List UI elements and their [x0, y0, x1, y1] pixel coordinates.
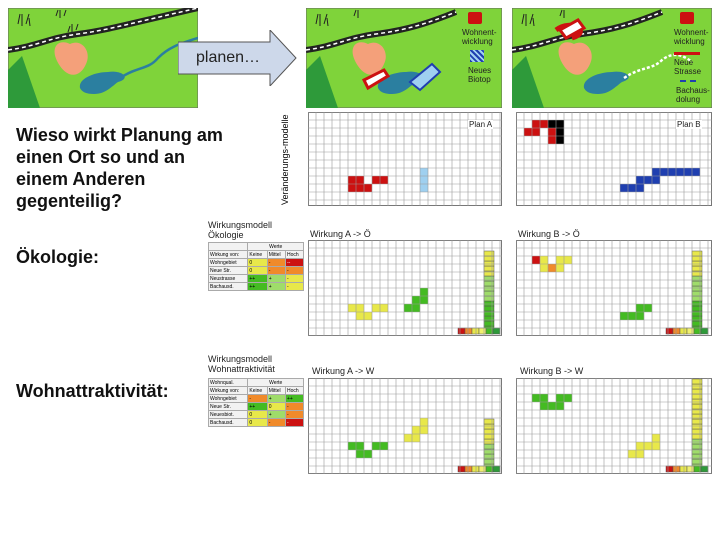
- scale-cell: [484, 321, 494, 326]
- scale-cell: [484, 306, 494, 311]
- scale-cell: [692, 281, 702, 286]
- legend-text: Bachaus-: [676, 86, 710, 95]
- grid-cell: [548, 402, 556, 410]
- grid-cell: [564, 394, 572, 402]
- grid-cell: [636, 304, 644, 312]
- grid-cell: [348, 176, 356, 184]
- scale-cell: [692, 306, 702, 311]
- grid-cell: [556, 402, 564, 410]
- scale-cell: [472, 466, 479, 472]
- grid-cell: [348, 442, 356, 450]
- grid-cell: [364, 312, 372, 320]
- table-cell: Bachausd.: [209, 419, 248, 427]
- scale-cell: [692, 419, 702, 424]
- table-cell: +: [267, 275, 285, 283]
- table-cell: Wirkung von:: [209, 251, 248, 259]
- grid-cell: [532, 120, 540, 128]
- scale-cell: [687, 466, 694, 472]
- landscape-map-current: [8, 8, 198, 108]
- scale-cell: [692, 379, 702, 384]
- grid-cell: [548, 136, 556, 144]
- table-cell: -: [286, 275, 304, 283]
- table-cell: Neuesbiot.: [209, 411, 248, 419]
- scale-cell: [673, 466, 680, 472]
- table-cell: Mittel: [267, 387, 285, 395]
- scale-cell: [484, 251, 494, 256]
- scale-cell: [687, 328, 694, 334]
- grid-cell: [556, 136, 564, 144]
- scale-cell: [666, 466, 673, 472]
- table-cell: Bachausd.: [209, 283, 248, 291]
- scale-cell: [680, 328, 687, 334]
- scale-cell: [484, 439, 494, 444]
- table-cell: -: [286, 419, 304, 427]
- table-cell: 0: [248, 411, 267, 419]
- grid-cell: [676, 168, 684, 176]
- table-cell: 0: [248, 259, 267, 267]
- grid-cell: [556, 394, 564, 402]
- scale-cell: [692, 321, 702, 326]
- grid-cell: [420, 288, 428, 296]
- grid-cell: [524, 128, 532, 136]
- scale-cell: [692, 384, 702, 389]
- grid-cell: [668, 168, 676, 176]
- grid-cell: [652, 442, 660, 450]
- grid-cell: [556, 256, 564, 264]
- question-line: gegenteilig?: [16, 191, 123, 211]
- model-oekologie-table: [208, 242, 304, 291]
- legend-text: wicklung: [674, 37, 705, 46]
- grid-cell: [636, 312, 644, 320]
- grid-cell: [692, 168, 700, 176]
- table-cell: Keine: [248, 387, 267, 395]
- legend-settlement-swatch-a: [468, 12, 482, 24]
- grid-cell: [540, 264, 548, 272]
- label-wirkung-b-oe: Wirkung B -> Ö: [518, 229, 580, 239]
- legend-text: Wohnent-: [462, 28, 497, 37]
- table-cell: -: [286, 403, 304, 411]
- model-title-line: Ökologie: [208, 230, 244, 240]
- grid-cell: [420, 168, 428, 176]
- question-line: Wieso wirkt Planung am: [16, 125, 223, 145]
- map-background: [8, 8, 198, 108]
- scale-cell: [484, 291, 494, 296]
- table-cell: Wohnqual.: [209, 379, 248, 387]
- label-wirkung-a-oe: Wirkung A -> Ö: [310, 229, 371, 239]
- grid-cell: [556, 264, 564, 272]
- scale-cell: [493, 328, 500, 334]
- table-cell: -: [267, 267, 285, 275]
- section-wohnattraktivitaet: Wohnattraktivität:: [16, 381, 169, 401]
- label-wirkung-b-w: Wirkung B -> W: [520, 366, 584, 376]
- grid-cell: [380, 442, 388, 450]
- grid-cell: [420, 418, 428, 426]
- grid-wirkung-b-oekologie: [516, 240, 712, 336]
- question-line: einen Ort so und an: [16, 147, 186, 167]
- grid-cell: [540, 256, 548, 264]
- scale-cell: [692, 459, 702, 464]
- legend-stream-b: [676, 86, 710, 104]
- scale-cell: [701, 328, 708, 334]
- legend-text: Strasse: [674, 67, 702, 76]
- grid-cell: [684, 168, 692, 176]
- table-cell: Wohngebiet: [209, 395, 248, 403]
- grid-cell: [420, 176, 428, 184]
- model-wohnattraktivitaet-table: [208, 378, 304, 427]
- table-cell: Hoch: [286, 251, 304, 259]
- grid-cell: [644, 304, 652, 312]
- grid-cell: [636, 176, 644, 184]
- table-cell: +: [267, 411, 285, 419]
- scale-cell: [484, 281, 494, 286]
- model-title-line: Wirkungsmodell: [208, 220, 273, 230]
- table-cell: Keine: [248, 251, 267, 259]
- grid-cell: [548, 128, 556, 136]
- scale-cell: [484, 301, 494, 306]
- scale-cell: [673, 328, 680, 334]
- grid-cell: [364, 450, 372, 458]
- grid-cell: [412, 434, 420, 442]
- table-cell: Neustrasse: [209, 275, 248, 283]
- grid-cell: [644, 176, 652, 184]
- table-cell: ++: [248, 275, 267, 283]
- grid-cell: [372, 304, 380, 312]
- grid-cell: [620, 184, 628, 192]
- grid-cell: [412, 426, 420, 434]
- grid-wirkung-b-wohnattraktivitaet: [516, 378, 712, 474]
- grid-cell: [652, 176, 660, 184]
- scale-cell: [458, 328, 465, 334]
- grid-cell: [628, 450, 636, 458]
- legend-settlement-swatch-b: [680, 12, 694, 24]
- scale-cell: [692, 301, 702, 306]
- grid-cell: [532, 394, 540, 402]
- grid-cell: [356, 442, 364, 450]
- grid-cell: [372, 176, 380, 184]
- table-cell: --: [286, 259, 304, 267]
- veraenderungsmodelle-label: Veränderungs-modelle: [280, 114, 290, 206]
- section-oekologie: Ökologie:: [16, 247, 100, 267]
- grid-cell: [548, 120, 556, 128]
- scale-cell: [493, 466, 500, 472]
- scale-cell: [484, 286, 494, 291]
- scale-cell: [692, 424, 702, 429]
- table-cell: 0: [248, 419, 267, 427]
- model-wohnattraktivitaet-title: [208, 354, 275, 374]
- label-plan-a: Plan A: [469, 120, 493, 129]
- legend-biotop-swatch-a: [470, 50, 484, 62]
- grid-cell: [348, 304, 356, 312]
- grid-cell: [636, 450, 644, 458]
- grid-cell: [652, 434, 660, 442]
- legend-text: dolung: [676, 95, 701, 104]
- grid-cell: [420, 426, 428, 434]
- scale-cell: [692, 296, 702, 301]
- legend-text: Biotop: [468, 75, 491, 84]
- scale-cell: [692, 261, 702, 266]
- label-plan-b: Plan B: [677, 120, 701, 129]
- scale-cell: [472, 328, 479, 334]
- scale-cell: [479, 466, 486, 472]
- grid-cell: [636, 442, 644, 450]
- table-cell: ++: [248, 403, 267, 411]
- grid-cell: [564, 256, 572, 264]
- table-cell: -: [267, 259, 285, 267]
- table-cell: -: [248, 395, 267, 403]
- scale-cell: [465, 328, 472, 334]
- scale-cell: [479, 328, 486, 334]
- grid-cell: [412, 296, 420, 304]
- legend-settlement-b: [674, 28, 709, 46]
- grid-cell: [556, 120, 564, 128]
- grid-cell: [636, 184, 644, 192]
- scale-cell: [692, 394, 702, 399]
- table-cell: [209, 243, 248, 251]
- table-cell: Neue Str.: [209, 403, 248, 411]
- grid-cell: [420, 296, 428, 304]
- table-cell: Hoch: [286, 387, 304, 395]
- scale-cell: [692, 256, 702, 261]
- model-title-line: Wirkungsmodell: [208, 354, 273, 364]
- table-cell: Neue Str.: [209, 267, 248, 275]
- scale-cell: [484, 296, 494, 301]
- grid-cell: [372, 442, 380, 450]
- scale-cell: [692, 434, 702, 439]
- table-cell: 0: [248, 267, 267, 275]
- grid-wirkung-a-wohnattraktivitaet: [308, 378, 502, 474]
- legend-text: Neue: [674, 58, 694, 67]
- scale-cell: [692, 429, 702, 434]
- grid-cell: [540, 394, 548, 402]
- grid-cell: [540, 120, 548, 128]
- table-cell: 0: [267, 403, 285, 411]
- table-cell: ++: [286, 395, 304, 403]
- table-cell: Werte: [248, 243, 304, 251]
- table-cell: +: [267, 283, 285, 291]
- scale-cell: [692, 444, 702, 449]
- grid-cell: [356, 450, 364, 458]
- table-cell: -: [286, 283, 304, 291]
- grid-cell: [404, 304, 412, 312]
- legend-text: wicklung: [462, 37, 493, 46]
- grid-cell: [380, 304, 388, 312]
- grid-cell: [660, 168, 668, 176]
- grid-cell: [412, 304, 420, 312]
- label-wirkung-a-w: Wirkung A -> W: [312, 366, 375, 376]
- legend-stream-swatch-b: [680, 80, 696, 82]
- grid-wirkung-a-oekologie: [308, 240, 502, 336]
- table-cell: Wirkung von:: [209, 387, 248, 395]
- grid-cell: [628, 312, 636, 320]
- scale-cell: [692, 251, 702, 256]
- scale-cell: [484, 419, 494, 424]
- scale-cell: [484, 444, 494, 449]
- grid-cell: [364, 184, 372, 192]
- guiding-question: [16, 124, 236, 212]
- scale-cell: [692, 399, 702, 404]
- scale-cell: [692, 389, 702, 394]
- arrow-label: planen…: [196, 49, 261, 66]
- table-cell: +: [267, 395, 285, 403]
- grid-cell: [404, 434, 412, 442]
- table-cell: Mittel: [267, 251, 285, 259]
- scale-cell: [458, 466, 465, 472]
- grid-cell: [644, 442, 652, 450]
- scale-cell: [666, 328, 673, 334]
- model-oekologie-title: [208, 220, 272, 240]
- grid-cell: [548, 264, 556, 272]
- scale-cell: [484, 266, 494, 271]
- legend-settlement-a: [462, 28, 497, 46]
- grid-cell: [356, 184, 364, 192]
- table-cell: ++: [248, 283, 267, 291]
- scale-cell: [484, 434, 494, 439]
- grid-cell: [532, 256, 540, 264]
- grid-cell: [620, 312, 628, 320]
- grid-cell: [348, 184, 356, 192]
- scale-cell: [692, 291, 702, 296]
- scale-cell: [484, 261, 494, 266]
- scale-cell: [692, 266, 702, 271]
- grid-cell: [356, 176, 364, 184]
- legend-text: Wohnent-: [674, 28, 709, 37]
- grid-cell: [532, 128, 540, 136]
- table-cell: -: [286, 267, 304, 275]
- scale-cell: [692, 404, 702, 409]
- table-cell: Wohngebiet: [209, 259, 248, 267]
- scale-cell: [484, 459, 494, 464]
- legend-road-b: [674, 58, 701, 76]
- table-cell: -: [286, 411, 304, 419]
- scale-cell: [680, 466, 687, 472]
- scale-cell: [484, 429, 494, 434]
- grid-cell: [356, 304, 364, 312]
- legend-text: Neues: [468, 66, 492, 75]
- grid-cell: [652, 168, 660, 176]
- legend-biotop-a: [468, 66, 491, 84]
- scale-cell: [465, 466, 472, 472]
- grid-cell: [420, 184, 428, 192]
- grid-cell: [380, 176, 388, 184]
- scale-cell: [701, 466, 708, 472]
- scale-cell: [484, 256, 494, 261]
- grid-cell: [556, 128, 564, 136]
- scale-cell: [484, 424, 494, 429]
- grid-cell: [540, 402, 548, 410]
- scale-cell: [692, 439, 702, 444]
- legend-road-swatch-b: [674, 52, 700, 55]
- question-line: einem Anderen: [16, 169, 146, 189]
- model-title-line: Wohnattraktivität: [208, 364, 275, 374]
- grid-cell: [356, 312, 364, 320]
- grid-cell: [628, 184, 636, 192]
- scale-cell: [692, 286, 702, 291]
- table-cell: -: [267, 419, 285, 427]
- table-cell: Werte: [248, 379, 304, 387]
